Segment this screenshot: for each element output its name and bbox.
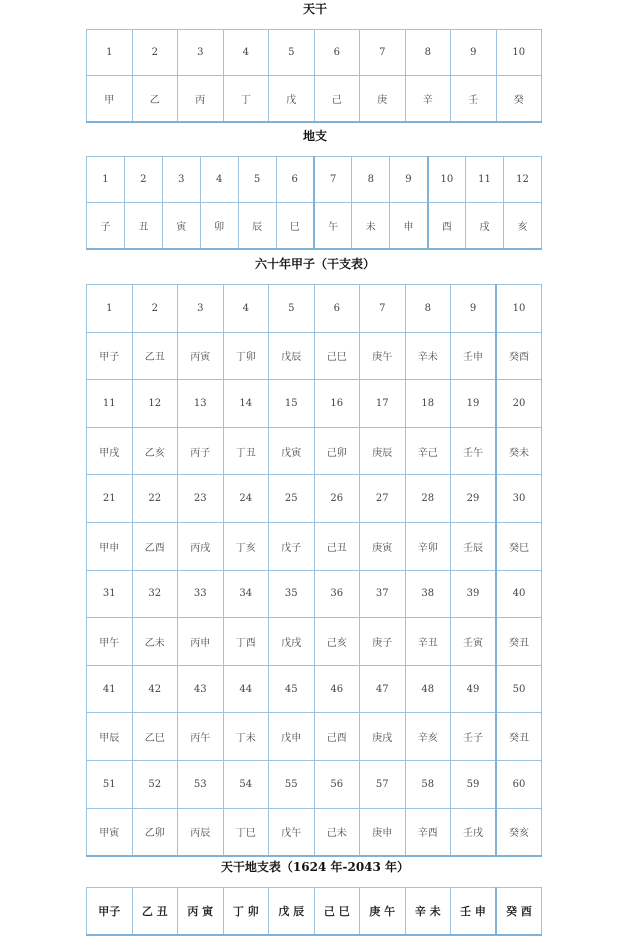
cycle-number: 54 [223,760,269,808]
cycle-name: 戊子 [269,522,315,570]
cycle-number: 48 [405,665,451,713]
table-row [87,157,542,203]
branch-number: 2 [124,157,162,203]
cycle-name: 癸亥 [496,808,542,856]
cycle-number: 19 [451,380,497,428]
cycle-number: 36 [314,570,360,618]
cycle-name: 乙卯 [132,808,178,856]
cycle-number: 12 [132,380,178,428]
cycle-number: 21 [87,475,133,523]
stem-name: 庚 [360,76,406,123]
branch-name: 未 [352,203,390,250]
cycle-name: 癸巳 [496,522,542,570]
year-table-header: 丙 寅 [178,888,224,936]
cycle-number: 24 [223,475,269,523]
stem-name: 乙 [132,76,178,123]
earthly-branches-title: 地支 [302,129,327,143]
cycle-number: 60 [496,760,542,808]
branch-number: 12 [503,157,541,203]
cycle-name: 庚午 [360,332,406,380]
branch-number: 7 [314,157,352,203]
cycle-name: 己巳 [314,332,360,380]
stem-number: 4 [223,30,269,76]
cycle-name: 丙寅 [178,332,224,380]
cycle-number: 44 [223,665,269,713]
cycle-number: 50 [496,665,542,713]
cycle-name: 丁未 [223,713,269,761]
stem-number: 8 [405,30,451,76]
cycle-name: 丁酉 [223,618,269,666]
cycle-number: 17 [360,380,406,428]
cycle-number: 37 [360,570,406,618]
table-row [87,808,542,856]
cycle-name: 丙午 [178,713,224,761]
branch-number: 8 [352,157,390,203]
cycle-name: 辛丑 [405,618,451,666]
cycle-number: 53 [178,760,224,808]
cycle-number: 10 [496,285,542,333]
stem-name: 丙 [178,76,224,123]
cycle-number: 43 [178,665,224,713]
heavenly-stems-title: 天干 [302,2,327,16]
cycle-name: 乙未 [132,618,178,666]
year-table-header: 丁 卯 [223,888,269,936]
table-row [87,713,542,761]
cycle-number: 9 [451,285,497,333]
stem-name: 戊 [269,76,315,123]
cycle-number: 11 [87,380,133,428]
cycle-number: 6 [314,285,360,333]
cycle-name: 丁亥 [223,522,269,570]
branch-name: 丑 [124,203,162,250]
cycle-number: 26 [314,475,360,523]
stem-number: 5 [269,30,315,76]
year-table-header: 戊 辰 [269,888,315,936]
table-row [87,760,542,808]
cycle-name: 戊申 [269,713,315,761]
cycle-name: 壬子 [451,713,497,761]
cycle-name: 壬戌 [451,808,497,856]
cycle-number: 39 [451,570,497,618]
cycle-number: 40 [496,570,542,618]
cycle-name: 庚寅 [360,522,406,570]
table-row [87,380,542,428]
cycle-number: 56 [314,760,360,808]
cycle-name: 戊寅 [269,427,315,475]
earthly-branches-table [86,156,542,250]
cycle-number: 52 [132,760,178,808]
cycle-name: 丙辰 [178,808,224,856]
cycle-number: 28 [405,475,451,523]
cycle-number: 27 [360,475,406,523]
cycle-number: 3 [178,285,224,333]
cycle-name: 甲戌 [87,427,133,475]
cycle-name: 戊午 [269,808,315,856]
cycle-name: 乙酉 [132,522,178,570]
cycle-name: 甲寅 [87,808,133,856]
cycle-name: 癸酉 [496,332,542,380]
stem-name: 甲 [87,76,133,123]
cycle-number: 57 [360,760,406,808]
cycle-name: 丁巳 [223,808,269,856]
stem-number: 1 [87,30,133,76]
table-row [87,618,542,666]
branch-name: 寅 [162,203,200,250]
table-row [87,76,542,123]
cycle-number: 5 [269,285,315,333]
branch-number: 11 [466,157,504,203]
cycle-number: 55 [269,760,315,808]
cycle-number: 29 [451,475,497,523]
heavenly-stems-table [86,29,542,123]
table-row [87,522,542,570]
sexagenary-title: 六十年甲子（干支表） [254,257,375,271]
cycle-name: 甲申 [87,522,133,570]
cycle-name: 壬午 [451,427,497,475]
cycle-name: 癸丑 [496,713,542,761]
cycle-number: 8 [405,285,451,333]
table-row [87,203,542,250]
cycle-name: 甲子 [87,332,133,380]
cycle-number: 34 [223,570,269,618]
cycle-number: 58 [405,760,451,808]
cycle-number: 41 [87,665,133,713]
cycle-name: 乙巳 [132,713,178,761]
stem-number: 2 [132,30,178,76]
table-row [87,285,542,333]
stem-number: 9 [451,30,497,76]
table-row [87,332,542,380]
stem-name: 己 [314,76,360,123]
year-table-header: 辛 未 [405,888,451,936]
stem-number: 6 [314,30,360,76]
cycle-number: 23 [178,475,224,523]
cycle-number: 22 [132,475,178,523]
cycle-name: 壬申 [451,332,497,380]
sexagenary-table [86,284,542,857]
cycle-name: 乙亥 [132,427,178,475]
branch-name: 戌 [466,203,504,250]
cycle-name: 己亥 [314,618,360,666]
cycle-number: 51 [87,760,133,808]
year-table-header: 癸 酉 [496,888,542,936]
year-table-title: 天干地支表（1624 年-2043 年） [220,860,410,874]
cycle-number: 1 [87,285,133,333]
cycle-number: 30 [496,475,542,523]
cycle-name: 癸丑 [496,618,542,666]
stem-name: 壬 [451,76,497,123]
cycle-name: 丙子 [178,427,224,475]
branch-name: 子 [87,203,125,250]
table-header-row [87,888,542,936]
cycle-name: 庚子 [360,618,406,666]
branch-number: 4 [200,157,238,203]
branch-number: 1 [87,157,125,203]
cycle-number: 2 [132,285,178,333]
stem-number: 7 [360,30,406,76]
branch-name: 申 [390,203,428,250]
cycle-number: 59 [451,760,497,808]
year-table [86,887,542,936]
branch-name: 午 [314,203,352,250]
cycle-name: 乙丑 [132,332,178,380]
cycle-number: 18 [405,380,451,428]
year-table-header: 壬 申 [451,888,497,936]
year-table-header: 己 巳 [314,888,360,936]
branch-name: 巳 [276,203,314,250]
cycle-number: 35 [269,570,315,618]
cycle-name: 辛卯 [405,522,451,570]
stem-name: 癸 [496,76,542,123]
table-row [87,427,542,475]
cycle-name: 辛酉 [405,808,451,856]
cycle-name: 辛未 [405,332,451,380]
year-table-header: 甲子 [87,888,133,936]
branch-number: 3 [162,157,200,203]
cycle-name: 癸未 [496,427,542,475]
year-table-header: 庚 午 [360,888,406,936]
stem-name: 丁 [223,76,269,123]
cycle-number: 13 [178,380,224,428]
cycle-number: 14 [223,380,269,428]
stem-number: 10 [496,30,542,76]
cycle-name: 己酉 [314,713,360,761]
stem-number: 3 [178,30,224,76]
cycle-number: 42 [132,665,178,713]
cycle-name: 壬辰 [451,522,497,570]
cycle-name: 辛己 [405,427,451,475]
cycle-number: 7 [360,285,406,333]
branch-name: 卯 [200,203,238,250]
cycle-name: 辛亥 [405,713,451,761]
branch-number: 9 [390,157,428,203]
cycle-number: 45 [269,665,315,713]
cycle-number: 20 [496,380,542,428]
cycle-name: 己丑 [314,522,360,570]
cycle-name: 庚辰 [360,427,406,475]
cycle-number: 33 [178,570,224,618]
branch-number: 10 [428,157,466,203]
cycle-name: 庚申 [360,808,406,856]
cycle-name: 庚戌 [360,713,406,761]
year-table-header: 乙 丑 [132,888,178,936]
cycle-number: 15 [269,380,315,428]
cycle-number: 25 [269,475,315,523]
table-row [87,30,542,76]
cycle-number: 4 [223,285,269,333]
cycle-number: 46 [314,665,360,713]
cycle-name: 戊辰 [269,332,315,380]
cycle-name: 丙戌 [178,522,224,570]
cycle-name: 丁卯 [223,332,269,380]
cycle-name: 戊戌 [269,618,315,666]
stem-name: 辛 [405,76,451,123]
branch-number: 5 [238,157,276,203]
cycle-number: 47 [360,665,406,713]
cycle-name: 甲午 [87,618,133,666]
table-row [87,475,542,523]
branch-name: 亥 [503,203,541,250]
cycle-name: 丙申 [178,618,224,666]
branch-name: 酉 [428,203,466,250]
table-row [87,665,542,713]
cycle-name: 甲辰 [87,713,133,761]
cycle-number: 16 [314,380,360,428]
cycle-number: 31 [87,570,133,618]
branch-number: 6 [276,157,314,203]
cycle-name: 己未 [314,808,360,856]
cycle-number: 38 [405,570,451,618]
cycle-name: 丁丑 [223,427,269,475]
cycle-number: 32 [132,570,178,618]
branch-name: 辰 [238,203,276,250]
cycle-number: 49 [451,665,497,713]
cycle-name: 壬寅 [451,618,497,666]
cycle-name: 己卯 [314,427,360,475]
table-row [87,570,542,618]
